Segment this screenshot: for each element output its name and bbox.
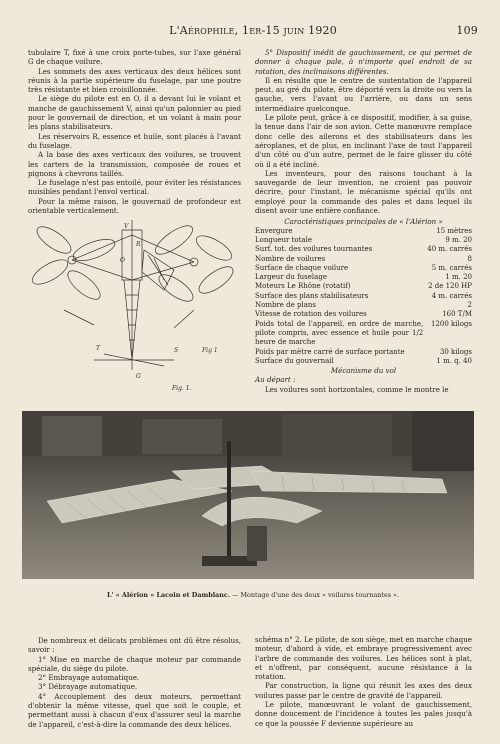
figure-letter: T [96, 345, 101, 352]
spec-value: 9 m. 20 [445, 235, 472, 244]
spec-label: Nombre de plans [255, 301, 317, 310]
spec-label: Poids par mètre carré de surface portante [255, 347, 405, 356]
paragraph: Pour la même raison, le gouvernail de profondeur est orientable verticalement. [28, 196, 241, 216]
photo-alerion-rotor [22, 411, 474, 579]
list-item: 1° Mise en marche de chaque moteur par commande spéciale, du siège du pilote. [28, 654, 241, 673]
depart-label: Au départ : [255, 375, 296, 385]
spec-value: 5 m. carrés [431, 263, 472, 272]
spec-label: Nombre de voilures [255, 254, 326, 263]
page-header [28, 24, 478, 40]
journal-title: L'Aérophile, 1er-15 juin 1920 [169, 24, 337, 37]
spec-row [255, 301, 472, 310]
paragraph: Il en résulte que le centre de sustentation de l'appareil peut, au gré du pilote, être déporté vers la droite ou vers la gauche, vers l'avant ou l'arrière, ou dans un sens intermédiaire quelconque. [255, 75, 472, 113]
paragraph: Le pilote, manœuvrant le volant de gauchissement, donne doucement de l'incidence à toutes les pales jusqu'à ce que la poussée F devienne supérieure au [255, 700, 472, 728]
spec-value: 1 m. q. 40 [436, 356, 472, 365]
photo-caption-text: — Montage d'une des deux « voilures tournantes ». [230, 591, 399, 599]
spec-value: 30 kilogs [439, 347, 472, 356]
spec-row [255, 292, 472, 301]
spec-row [255, 348, 472, 357]
right-column [255, 48, 472, 394]
spec-label: Surf. tot. des voilures tournantes [255, 245, 373, 254]
spec-row [255, 310, 472, 319]
spec-row [255, 357, 472, 366]
paragraph: Les inventeurs, pour des raisons touchant à la sauvegarde de leur invention, ne croient pas pouvoir décrire, pour l'instant, le mécanisme spécial qu'ils ont employé pour la commande des pales et dans lequel ils disent avoir une entière confiance. [255, 168, 472, 216]
specs-table [255, 227, 472, 366]
spec-label: Moteurs Le Rhône (rotatif) [255, 282, 351, 291]
bottom-right-column [255, 635, 472, 728]
list-item: 2° Embrayage automatique. [38, 673, 140, 683]
spec-label: Largeur du fuselage [255, 273, 327, 282]
figure-letter: G [136, 373, 141, 380]
figure-1-drawing [24, 210, 242, 390]
spec-value: 4 m. carrés [431, 291, 472, 300]
bottom-left-column [28, 636, 241, 729]
spec-label: Surface du gouvernail [255, 356, 334, 365]
spec-label: Poids total de l'appareil, en ordre de marche, pilote compris, avec essence et huile pour 1/2 heure de marche [255, 319, 424, 347]
spec-label: Vitesse de rotation des voilures [255, 310, 367, 319]
paragraph: tubulaire T, fixé à une croix porte-tubes, sur l'axe général G de chaque voilure. [28, 48, 241, 67]
spec-row [255, 255, 472, 264]
spec-row [255, 227, 472, 236]
paragraph: schéma n° 2. Le pilote, de son siège, met en marche chaque moteur, d'abord à vide, et embraye progressivement avec l'arbre de commande des voilures. Les hélices sont à plat, et n'offrent, par conséquent, aucune résistance à la rotation. [255, 635, 472, 682]
spec-value: 2 [467, 301, 472, 310]
paragraph: Le pilote peut, grâce à ce dispositif, modifier, à sa guise, la tenue dans l'air de son avion. Cette manœuvre remplace donc celle des ailerons et des stabilisateurs dans les aéroplanes, et de plus, en inclinant l'axe de tout l'appareil d'un côté ou d'un autre, permet de le faire glisser du côté où il a été incliné. [255, 113, 472, 169]
spec-value: 1 m. 20 [445, 273, 472, 282]
figure-1-caption: Fig. 1. [172, 385, 192, 392]
spec-row [255, 320, 472, 348]
paragraph: Le siège du pilote est en O, il a devant lui le volant et manche de gauchissement V, ainsi qu'un palonnier au pied pour le gouvernail de direction, et un volant à main pour les plans stabilisateurs. [28, 94, 241, 132]
paragraph: Les sommets des axes verticaux des deux hélices sont réunis à la partie supérieure du fuselage, par une poutre très résistante et bien croisillonnée. [28, 66, 241, 95]
spec-row [255, 245, 472, 254]
figure-letter: S [174, 347, 179, 354]
photo-caption-title: L' « Alérion » Lacoin et Damblanc. [106, 591, 231, 599]
specs-title: Caractéristiques principales de « l'Alérion » [284, 217, 443, 227]
left-column [28, 48, 241, 215]
spec-label: Envergure [255, 226, 293, 235]
spec-value: 1200 kilogs [430, 319, 472, 328]
mechanism-title: Mécanisme du vol [330, 366, 397, 376]
spec-label: Longueur totale [255, 235, 312, 244]
spec-label: Surface des plans stabilisateurs [255, 291, 369, 300]
paragraph: Le fuselage n'est pas entoilé, pour éviter les résistances nuisibles pendant l'envol vertical. [28, 178, 241, 197]
spec-row [255, 273, 472, 282]
paragraph: A la base des axes verticaux des voilures, se trouvent les carters de la transmission, composée de roues et pignons à chevrons taillés. [28, 150, 241, 178]
spec-row [255, 236, 472, 245]
spec-value: 15 mètres [436, 226, 472, 235]
spec-value: 8 [467, 254, 472, 263]
paragraph: De nombreux et délicats problèmes ont dû être résolus, savoir : [28, 636, 241, 655]
list-item: 4° Accouplement des deux moteurs, permettant d'obtenir la même vitesse, quel que soit le couple, et permettant aussi à chacun d'eux d'assurer seul la marche de l'appareil, c'est-à-dire la commande des deux hélices. [28, 691, 241, 729]
spec-label: Surface de chaque voilure [255, 263, 349, 272]
spec-value: 40 m. carrés [427, 245, 472, 254]
photo-caption [28, 591, 478, 599]
spec-row [255, 264, 472, 273]
page-number: 109 [456, 24, 478, 37]
figure-letter: O [120, 257, 125, 264]
spec-value: 160 T/M [442, 310, 472, 319]
figure-letter: V [124, 223, 129, 230]
paragraph: 5° Dispositif inédit de gauchissement, ce qui permet de donner à chaque pale, à n'importe quel endroit de sa rotation, des inclinaisons différentes. [255, 48, 472, 76]
spec-row [255, 282, 472, 291]
paragraph: Par construction, la ligne qui réunit les axes des deux voilures passe par le centre de gravité de l'appareil. [255, 681, 472, 700]
figure-letter: R [136, 241, 141, 248]
spec-value: 2 de 120 HP [428, 282, 472, 291]
figure-inner-label: Fig 1 [202, 347, 218, 354]
paragraph: Les réservoirs R, essence et huile, sont placés à l'avant du fuselage. [28, 131, 241, 150]
paragraph: Les voilures sont horizontales, comme le montre le [265, 384, 449, 394]
list-item: 3° Débrayage automatique. [38, 682, 138, 692]
